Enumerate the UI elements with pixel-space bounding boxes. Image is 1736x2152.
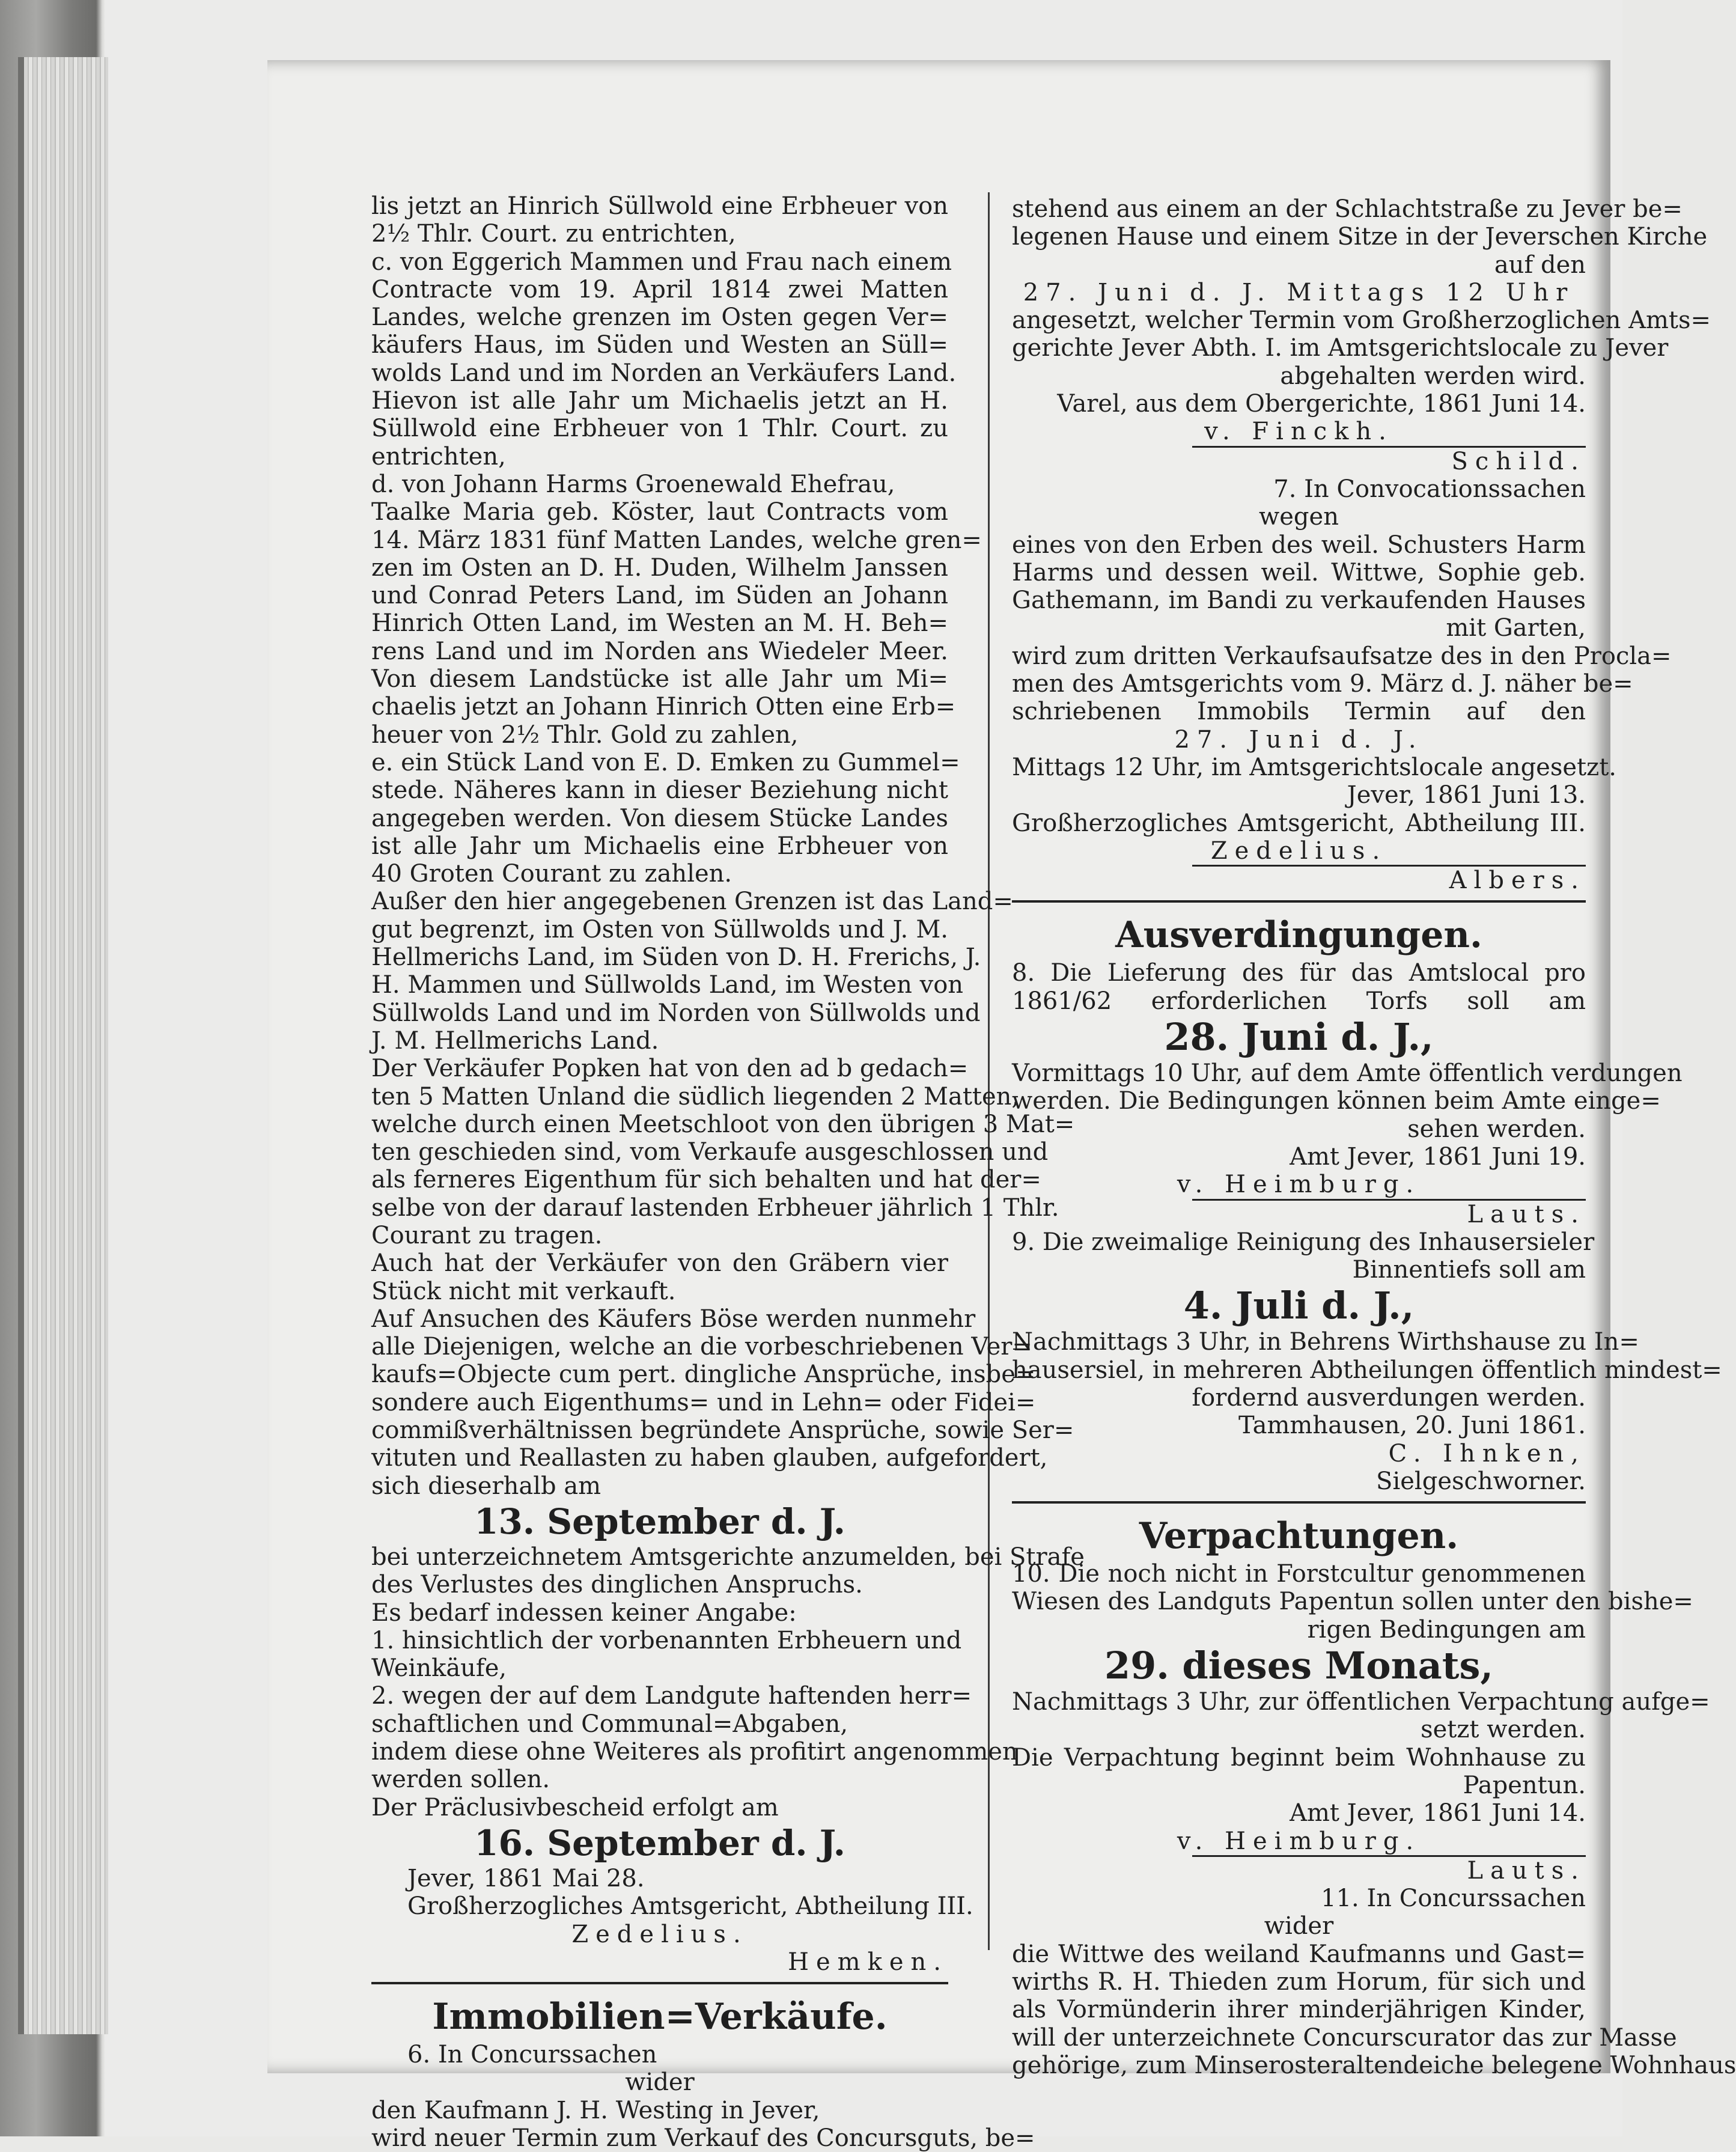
text-line: Gathemann, im Bandi zu verkaufenden Hauses <box>1012 587 1586 615</box>
text-line: den Kaufmann J. H. Westing in Jever, <box>371 2096 820 2124</box>
text-line: rigen Bedingungen am <box>1307 1615 1586 1644</box>
text-line: auf den <box>1494 251 1586 279</box>
text-line: welche durch einen Meetschloot von den übrigen 3 Mat= <box>371 1110 1075 1138</box>
text-line: sehen werden. <box>1407 1115 1586 1143</box>
text-line: Der Verkäufer Popken hat von den ad b gedach= <box>371 1055 969 1083</box>
text-line: Wiesen des Landguts Papentun sollen unter den bishe= <box>1012 1588 1693 1616</box>
item7-date: 27. Juni d. J. <box>1174 725 1424 754</box>
text-line: kaufs=Objecte cum pert. dingliche Ansprüche, insbe= <box>371 1361 1036 1389</box>
item6-text <box>371 2096 1035 2152</box>
varel-line: Varel, aus dem Obergerichte, 1861 Juni 14. <box>1057 390 1586 418</box>
item7-wegen: wegen <box>1259 503 1339 531</box>
item9-date: 4. Juli d. J., <box>1183 1284 1415 1328</box>
book-spine <box>18 57 108 2034</box>
text-line: alle Diejenigen, welche an die vorbeschriebenen Ver= <box>371 1333 1032 1361</box>
item8-signature: v. Heimburg. <box>1177 1171 1421 1199</box>
text-line: Taalke Maria geb. Köster, laut Contracts vom <box>371 498 948 526</box>
column-separator <box>988 192 990 1950</box>
section-title-immobilien: Immobilien=Verkäufe. <box>432 1996 888 2038</box>
text-line: J. M. Hellmerichs Land. <box>371 1026 659 1055</box>
text-line: Hinrich Otten Land, im Westen an M. H. Beh= <box>371 609 948 638</box>
item8-clerk: Lauts. <box>1467 1200 1586 1228</box>
item8-text <box>1012 959 1586 1015</box>
right-top-text-2 <box>1012 306 1711 390</box>
text-line: setzt werden. <box>1421 1716 1586 1744</box>
item10-clerk: Lauts. <box>1467 1856 1586 1885</box>
item9-text-2 <box>1012 1328 1722 1440</box>
text-line: wird zum dritten Verkaufsaufsatze des in den Procla= <box>1012 642 1672 670</box>
text-line: Jever, 1861 Juni 13. <box>1347 781 1586 809</box>
text-line: chaelis jetzt an Johann Hinrich Otten eine Erb= <box>371 693 956 721</box>
deadline-date-1: 13. September d. J. <box>474 1501 845 1542</box>
text-line: Auch hat der Verkäufer von den Gräbern vier <box>371 1249 948 1278</box>
text-line: ist alle Jahr um Michaelis eine Erbheuer von <box>371 832 948 860</box>
text-line: indem diese ohne Weiteres als profitirt angenommen <box>371 1738 1018 1766</box>
text-line: Mittags 12 Uhr, im Amtsgerichtslocale angesetzt. <box>1012 753 1616 781</box>
text-line: Stück nicht mit verkauft. <box>371 1277 676 1305</box>
text-line: wird neuer Termin zum Verkauf des Concursguts, be= <box>371 2124 1035 2152</box>
deadline-date-2: 16. September d. J. <box>474 1822 845 1864</box>
termin-line: 27. Juni d. J. Mittags 12 Uhr <box>1023 278 1575 306</box>
text-line: Landes, welche grenzen im Osten gegen Ver= <box>371 303 948 332</box>
court-name: Großherzogliches Amtsgericht, Abtheilung III. <box>407 1892 973 1921</box>
left-text-block-2 <box>371 1543 1085 1821</box>
text-line: e. ein Stück Land von E. D. Emken zu Gummel= <box>371 748 960 776</box>
item10-text <box>1012 1560 1693 1644</box>
text-line: 1. hinsichtlich der vorbenannten Erbheuern und <box>371 1626 962 1654</box>
text-line: Amt Jever, 1861 Juni 19. <box>1290 1142 1586 1171</box>
text-line: Harms und dessen weil. Wittwe, Sophie geb. <box>1012 558 1586 587</box>
right-top-text <box>1012 195 1708 279</box>
text-line: wolds Land und im Norden an Verkäufers Land. <box>371 359 957 387</box>
item11-heading: 11. In Concurssachen <box>1321 1885 1586 1913</box>
item9-signature-title: Sielgeschworner. <box>1376 1467 1586 1495</box>
left-column <box>371 192 1085 2152</box>
schild-signature: Schild. <box>1451 447 1586 475</box>
text-line: eines von den Erben des weil. Schusters Harm <box>1012 531 1586 559</box>
text-line: gehörige, zum Minserosteraltendeiche belegene Wohnhaus <box>1012 2051 1736 2079</box>
text-line: Hellmerichs Land, im Süden von D. H. Frerichs, J. <box>371 943 981 972</box>
text-line: Süllwold eine Erbheuer von 1 Thlr. Court. zu <box>371 415 948 443</box>
text-line: vituten und Reallasten zu haben glauben, aufgefordert, <box>371 1444 1048 1472</box>
text-line: legenen Hause und einem Sitze in der Jeverschen Kirche <box>1012 223 1708 251</box>
text-line: fordernd ausverdungen werden. <box>1192 1383 1586 1412</box>
text-line: werden. Die Bedingungen können beim Amte einge= <box>1012 1087 1661 1115</box>
item8-date: 28. Juni d. J., <box>1164 1015 1434 1059</box>
text-line: gut begrenzt, im Osten von Süllwolds und J. M. <box>371 915 948 943</box>
left-text-block <box>371 192 1075 1500</box>
text-line: mit Garten, <box>1446 614 1586 642</box>
text-line: Großherzogliches Amtsgericht, Abtheilung III. <box>1012 809 1586 837</box>
section-title-ausverdingungen: Ausverdingungen. <box>1115 914 1482 957</box>
text-line: c. von Eggerich Mammen und Frau nach einem <box>371 248 952 276</box>
section-rule <box>1012 1501 1586 1504</box>
text-line: Binnentiefs soll am <box>1352 1256 1586 1284</box>
text-line: schaftlichen und Communal=Abgaben, <box>371 1710 848 1738</box>
text-line: men des Amtsgerichts vom 9. März d. J. näher be= <box>1012 670 1633 698</box>
item7-heading: 7. In Convocationssachen <box>1273 475 1586 503</box>
text-line: Courant zu tragen. <box>371 1221 603 1249</box>
item6-wider: wider <box>625 2068 695 2097</box>
text-line: angegeben werden. Von diesem Stücke Landes <box>371 804 948 832</box>
text-line: 1861/62 erforderlichen Torfs soll am <box>1012 987 1586 1015</box>
text-line: Amt Jever, 1861 Juni 14. <box>1290 1799 1586 1827</box>
text-line: selbe von der darauf lastenden Erbheuer jährlich 1 Thlr. <box>371 1193 1059 1222</box>
text-line: heuer von 2½ Thlr. Gold zu zahlen, <box>371 721 799 749</box>
text-line: 2½ Thlr. Court. zu entrichten, <box>371 220 736 248</box>
place-date: Jever, 1861 Mai 28. <box>407 1864 645 1892</box>
item11-wider: wider <box>1264 1912 1334 1940</box>
finckh-signature: v. Finckh. <box>1204 418 1393 446</box>
text-line: Es bedarf indessen keiner Angabe: <box>371 1599 797 1627</box>
section-title-verpachtungen: Verpachtungen. <box>1139 1515 1459 1558</box>
text-line: Nachmittags 3 Uhr, zur öffentlichen Verpachtung aufge= <box>1012 1688 1710 1716</box>
text-line: entrichten, <box>371 442 506 471</box>
item7-text <box>1012 531 1672 726</box>
section-rule <box>371 1982 948 1984</box>
text-line: commißverhältnissen begründete Ansprüche, sowie Ser= <box>371 1416 1074 1445</box>
text-line: angesetzt, welcher Termin vom Großherzoglichen Amts= <box>1012 306 1711 335</box>
text-line: Tammhausen, 20. Juni 1861. <box>1238 1412 1586 1440</box>
text-line: des Verlustes des dinglichen Anspruchs. <box>371 1571 863 1599</box>
text-line: Vormittags 10 Uhr, auf dem Amte öffentlich verdungen <box>1012 1059 1683 1088</box>
text-line: gerichte Jever Abth. I. im Amtsgerichtslocale zu Jever <box>1012 334 1669 362</box>
text-line: will der unterzeichnete Concurscurator das zur Masse <box>1012 2023 1677 2052</box>
signature: Zedelius. <box>571 1920 748 1948</box>
text-line: Auf Ansuchen des Käufers Böse werden nunmehr <box>371 1305 976 1333</box>
text-line: ten geschieden sind, vom Verkaufe ausgeschlossen und <box>371 1138 1049 1166</box>
text-line: Contracte vom 19. April 1814 zwei Matten <box>371 275 948 303</box>
text-line: Papentun. <box>1463 1771 1586 1799</box>
text-line: Der Präclusivbescheid erfolgt am <box>371 1793 779 1821</box>
text-line: 14. März 1831 fünf Matten Landes, welche gren= <box>371 526 982 554</box>
clerk-signature: Hemken. <box>788 1948 948 1976</box>
text-line: 10. Die noch nicht in Forstcultur genommenen <box>1012 1560 1586 1588</box>
text-line: sich dieserhalb am <box>371 1472 602 1500</box>
text-line: als ferneres Eigenthum für sich behalten und hat der= <box>371 1166 1041 1194</box>
text-line: und Conrad Peters Land, im Süden an Johann <box>371 582 948 610</box>
text-line: Nachmittags 3 Uhr, in Behrens Wirthshause zu In= <box>1012 1328 1639 1356</box>
text-line: zen im Osten an D. H. Duden, Wilhelm Janssen <box>371 553 948 582</box>
item10-text-2 <box>1012 1688 1710 1827</box>
item7-signature: Zedelius. <box>1210 837 1387 865</box>
item9-signature: C. Ihnken, <box>1388 1439 1586 1468</box>
text-line: Hievon ist alle Jahr um Michaelis jetzt an H. <box>371 387 948 415</box>
text-line: als Vormünderin ihrer minderjährigen Kinder, <box>1012 1996 1586 2024</box>
text-line: werden sollen. <box>371 1766 550 1794</box>
text-line: stede. Näheres kann in dieser Beziehung nicht <box>371 776 948 805</box>
text-line: sondere auch Eigenthums= und in Lehn= oder Fidei= <box>371 1388 1036 1416</box>
text-line: hausersiel, in mehreren Abtheilungen öffentlich mindest= <box>1012 1356 1722 1384</box>
text-line: käufers Haus, im Süden und Westen an Süll= <box>371 331 948 359</box>
text-line: die Wittwe des weiland Kaufmanns und Gast= <box>1012 1940 1586 1968</box>
text-line: rens Land und im Norden ans Wiedeler Meer. <box>371 637 948 665</box>
text-line: wirths R. H. Thieden zum Horum, für sich und <box>1012 1968 1586 1996</box>
text-line: 8. Die Lieferung des für das Amtslocal pro <box>1012 959 1586 987</box>
item11-text <box>1012 1940 1736 2079</box>
text-line: 2. wegen der auf dem Landgute haftenden herr= <box>371 1682 972 1710</box>
text-line: bei unterzeichnetem Amtsgerichte anzumelden, bei Strafe <box>371 1543 1085 1571</box>
item6-heading: 6. In Concurssachen <box>407 2041 657 2069</box>
item9-text <box>1012 1228 1595 1284</box>
text-line: lis jetzt an Hinrich Süllwold eine Erbheuer von <box>371 192 948 220</box>
text-line: Von diesem Landstücke ist alle Jahr um Mi= <box>371 665 948 693</box>
text-line: Außer den hier angegebenen Grenzen ist das Land= <box>371 888 1013 916</box>
item8-text-2 <box>1012 1059 1683 1171</box>
text-line: Süllwolds Land und im Norden von Süllwolds und <box>371 999 981 1027</box>
item10-signature: v. Heimburg. <box>1177 1827 1421 1855</box>
text-line: 9. Die zweimalige Reinigung des Inhausersieler <box>1012 1228 1595 1256</box>
text-line: abgehalten werden wird. <box>1280 362 1586 390</box>
item7-text-2 <box>1012 753 1616 837</box>
text-line: ten 5 Matten Unland die südlich liegenden 2 Matten, <box>371 1082 1020 1111</box>
text-line: H. Mammen und Süllwolds Land, im Westen von <box>371 971 964 999</box>
text-line: 40 Groten Courant zu zahlen. <box>371 860 732 888</box>
section-rule <box>1012 900 1586 903</box>
right-column <box>1012 195 1736 2079</box>
text-line: Die Verpachtung beginnt beim Wohnhause zu <box>1012 1743 1586 1772</box>
text-line: stehend aus einem an der Schlachtstraße zu Jever be= <box>1012 195 1683 223</box>
item10-date: 29. dieses Monats, <box>1104 1644 1493 1688</box>
text-line: Weinkäufe, <box>371 1654 507 1683</box>
text-line: schriebenen Immobils Termin auf den <box>1012 698 1586 726</box>
text-line: d. von Johann Harms Groenewald Ehefrau, <box>371 470 895 498</box>
item7-clerk: Albers. <box>1449 867 1586 895</box>
